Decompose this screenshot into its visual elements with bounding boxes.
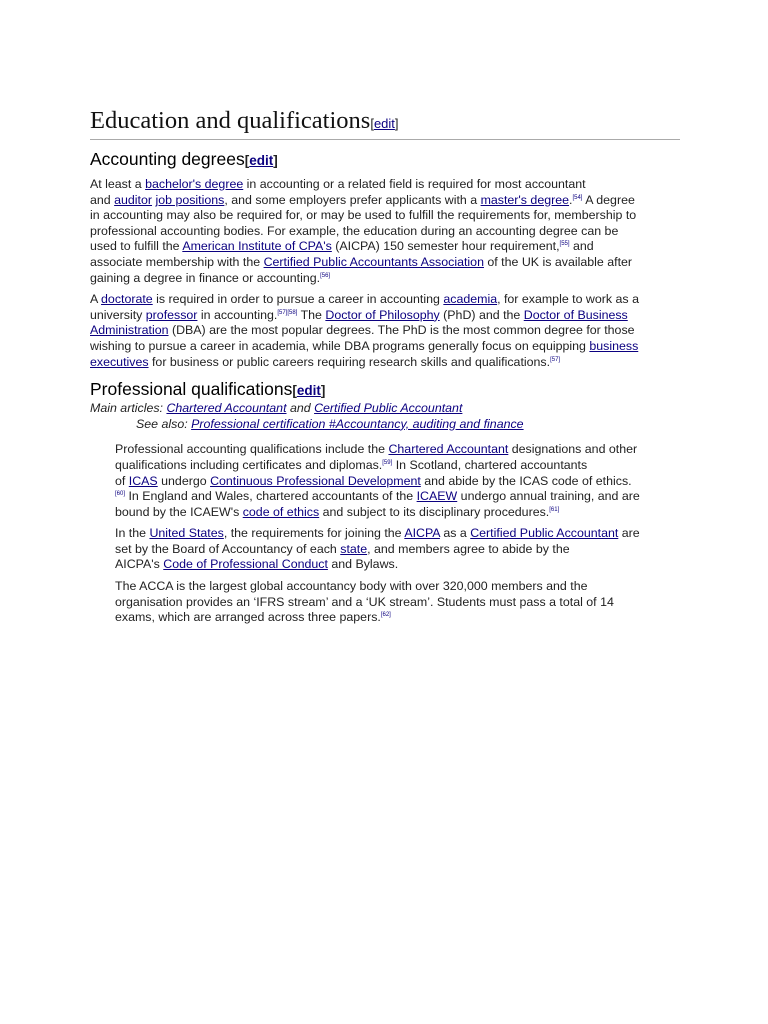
professional-body xyxy=(90,442,680,626)
citation-ref[interactable]: [57][58] xyxy=(277,309,298,316)
text: At least a xyxy=(90,177,146,191)
link-aicpa[interactable]: AICPA xyxy=(404,526,440,541)
citation-ref[interactable]: [59] xyxy=(382,459,393,466)
text: as a xyxy=(439,526,471,541)
text: professional accounting bodies. For example, the education during an accounting degree can be xyxy=(90,223,619,238)
text: designations and other xyxy=(508,442,638,457)
link-job-positions[interactable]: job positions xyxy=(155,192,225,207)
text: in accounting. xyxy=(197,307,278,322)
section-heading xyxy=(90,107,680,140)
citation-ref[interactable]: [60] xyxy=(115,491,126,498)
professional-qualifications-title: Professional qualifications xyxy=(90,379,293,400)
edit-bracket-open: [ xyxy=(370,116,374,131)
link-auditor[interactable]: auditor xyxy=(114,192,153,207)
text: used to fulfill the xyxy=(90,239,183,254)
accounting-edit-link[interactable]: edit xyxy=(249,153,274,168)
text: AICPA's xyxy=(115,557,164,572)
professional-edit-link[interactable]: edit xyxy=(296,383,321,399)
text: associate membership with the xyxy=(90,254,264,269)
accounting-paragraph-2 xyxy=(90,292,680,370)
link-masters-degree[interactable]: master's degree xyxy=(480,192,570,207)
text: (AICPA) 150 semester hour requirement, xyxy=(331,239,560,254)
text: The xyxy=(297,307,326,322)
text: Professional accounting qualifications include the xyxy=(115,442,389,457)
link-chartered-accountant-2[interactable]: Chartered Accountant xyxy=(388,442,509,457)
link-icaew[interactable]: ICAEW xyxy=(416,489,458,504)
text: bound by the ICAEW's xyxy=(115,504,243,519)
link-bachelors-degree[interactable]: bachelor's degree xyxy=(145,177,244,191)
text: of the UK is available after xyxy=(483,254,633,269)
professional-paragraph-2 xyxy=(115,526,680,573)
text: and xyxy=(286,401,315,416)
text: and abide by the ICAS code of ethics. xyxy=(420,473,632,488)
section-edit xyxy=(370,116,398,131)
text: , and some employers prefer applicants with a xyxy=(224,192,481,207)
text: and Bylaws. xyxy=(327,557,399,572)
text: A xyxy=(90,292,102,307)
link-chartered-accountant[interactable]: Chartered Accountant xyxy=(166,401,287,416)
edit-bracket-open: [ xyxy=(244,153,250,168)
text: In Scotland, chartered accountants xyxy=(392,457,588,472)
article-content xyxy=(90,107,680,632)
accounting-edit xyxy=(245,153,278,168)
edit-bracket-close: ] xyxy=(394,116,399,131)
edit-bracket-open: [ xyxy=(292,383,297,399)
section-edit-link[interactable]: edit xyxy=(373,116,395,131)
link-aicpa-institute[interactable]: American Institute of CPA's xyxy=(182,239,332,254)
text: wishing to pursue a career in academia, while DBA programs generally focus on equipping xyxy=(90,338,590,353)
accounting-paragraph-1 xyxy=(90,177,680,286)
text: university xyxy=(90,307,146,322)
link-professor[interactable]: professor xyxy=(145,307,198,322)
accounting-degrees-title: Accounting degrees xyxy=(90,149,245,169)
text: gaining a degree in finance or accounting. xyxy=(90,270,321,285)
link-academia[interactable]: academia xyxy=(443,292,498,307)
edit-bracket-close: ] xyxy=(320,383,326,399)
citation-ref[interactable]: [55] xyxy=(559,241,570,248)
text: In England and Wales, chartered accountants of the xyxy=(125,489,417,504)
text: Main articles: xyxy=(90,401,167,416)
citation-ref[interactable]: [57] xyxy=(550,356,561,363)
text: are xyxy=(618,526,640,541)
professional-qualifications-heading xyxy=(90,379,680,401)
link-professional-certification[interactable]: Professional certification #Accountancy, auditing and finance xyxy=(191,416,524,431)
link-doctor-of-business[interactable]: Doctor of Business xyxy=(523,307,628,322)
link-certified-public-accountant[interactable]: Certified Public Accountant xyxy=(314,401,463,416)
text: for business or public careers requiring research skills and qualifications. xyxy=(148,354,551,369)
text: qualifications including certificates and diplomas. xyxy=(115,457,383,472)
link-business[interactable]: business xyxy=(589,338,639,353)
text: in accounting or a related field is required for most accountant xyxy=(243,177,586,191)
text: undergo xyxy=(157,473,211,488)
link-cpd[interactable]: Continuous Professional Development xyxy=(210,473,421,488)
link-united-states[interactable]: United States xyxy=(149,526,224,541)
link-executives[interactable]: executives xyxy=(90,354,149,369)
text: undergo annual training, and are xyxy=(457,489,640,504)
text: and xyxy=(569,239,594,254)
citation-ref[interactable]: [54] xyxy=(572,194,583,201)
text: in accounting may also be required for, or may be used to fulfill the requirements for, membership to xyxy=(90,208,637,223)
text: A degree xyxy=(582,192,635,207)
professional-edit xyxy=(292,383,325,398)
citation-ref[interactable]: [56] xyxy=(320,272,331,279)
text: The ACCA is the largest global accountancy body with over 320,000 members and the xyxy=(115,579,588,594)
link-administration[interactable]: Administration xyxy=(90,323,169,338)
link-certified-public-accountant-2[interactable]: Certified Public Accountant xyxy=(470,526,619,541)
text: and xyxy=(90,192,115,207)
citation-ref[interactable]: [62] xyxy=(380,612,391,619)
text: (PhD) and the xyxy=(439,307,524,322)
link-doctorate[interactable]: doctorate xyxy=(101,292,153,307)
text: (DBA) are the most popular degrees. The PhD is the most common degree for those xyxy=(168,323,635,338)
text: , and members agree to abide by the xyxy=(367,541,570,556)
text: , the requirements for joining the xyxy=(223,526,405,541)
text: organisation provides an ‘IFRS stream’ and a ‘UK stream’. Students must pass a total of 14 xyxy=(115,594,614,609)
link-state[interactable]: state xyxy=(340,541,368,556)
link-code-of-professional-conduct[interactable]: Code of Professional Conduct xyxy=(163,557,328,572)
text: , for example to work as a xyxy=(497,292,639,307)
citation-ref[interactable]: [61] xyxy=(549,506,560,513)
text: of xyxy=(115,473,129,488)
professional-paragraph-1 xyxy=(115,442,680,520)
main-articles-hatnote xyxy=(90,401,680,417)
text: is required in order to pursue a career in accounting xyxy=(152,292,444,307)
section-title: Education and qualifications xyxy=(90,107,371,134)
text: exams, which are arranged across three papers. xyxy=(115,610,381,625)
see-also-hatnote xyxy=(90,417,680,433)
text: See also: xyxy=(136,416,192,431)
link-doctor-of-philosophy[interactable]: Doctor of Philosophy xyxy=(325,307,440,322)
text: and subject to its disciplinary procedures. xyxy=(319,504,550,519)
edit-bracket-close: ] xyxy=(273,153,278,168)
text: set by the Board of Accountancy of each xyxy=(115,541,341,556)
link-cpaa[interactable]: Certified Public Accountants Association xyxy=(263,254,484,269)
text: . xyxy=(569,192,573,207)
accounting-degrees-heading xyxy=(90,149,680,171)
professional-paragraph-3 xyxy=(115,579,680,626)
text: In the xyxy=(115,526,150,541)
link-code-of-ethics[interactable]: code of ethics xyxy=(242,504,320,519)
link-icas[interactable]: ICAS xyxy=(128,473,158,488)
